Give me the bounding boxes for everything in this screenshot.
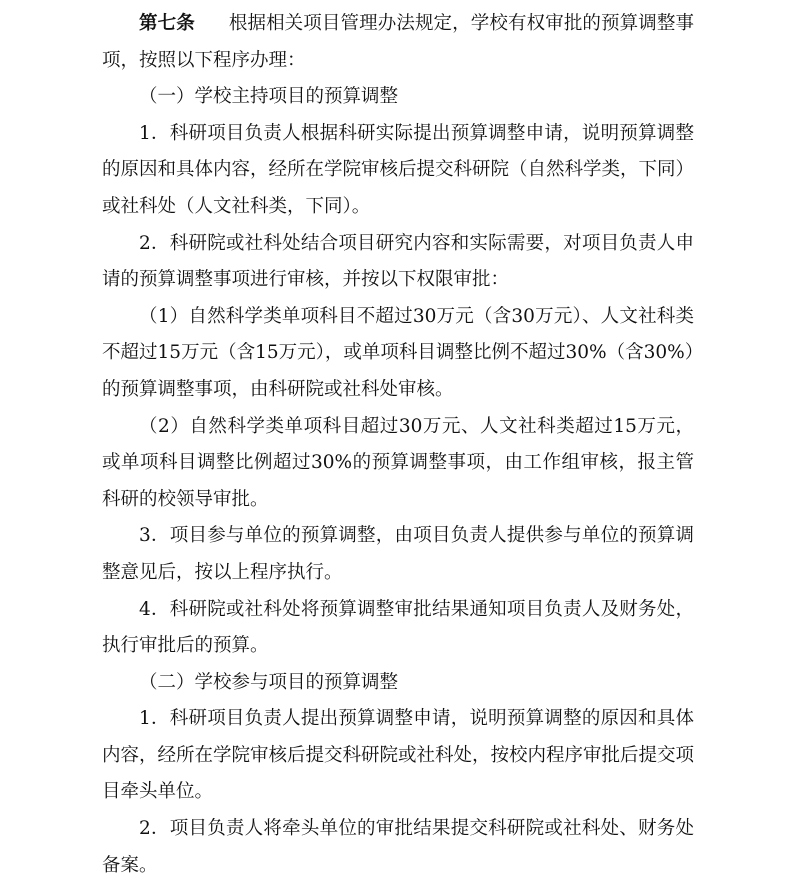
article-number: 第七条 bbox=[139, 13, 195, 34]
document-body bbox=[102, 6, 694, 884]
section-heading: （一）学校主持项目的预算调整 bbox=[139, 86, 399, 108]
body-paragraph: 3．项目参与单位的预算调整，由项目负责人提供参与单位的预算调整意见后，按以上程序执行。 bbox=[102, 525, 694, 583]
body-paragraph: 4．科研院或社科处将预算调整审批结果通知项目负责人及财务处，执行审批后的预算。 bbox=[102, 598, 694, 657]
body-paragraph: 1．科研项目负责人提出预算调整申请，说明预算调整的原因和具体内容，经所在学院审核后提交科研院或社科处，按校内程序审批后提交项目牵头单位。 bbox=[102, 708, 695, 803]
body-paragraph: 2．项目负责人将牵头单位的审批结果提交科研院或社科处、财务处备案。 bbox=[102, 818, 694, 876]
body-paragraph: 2．科研院或社科处结合项目研究内容和实际需要，对项目负责人申请的预算调整事项进行审核，并按以下权限审批： bbox=[102, 232, 694, 291]
article-paragraph bbox=[102, 6, 694, 79]
section-heading: （二）学校参与项目的预算调整 bbox=[139, 671, 399, 693]
body-paragraph: （2）自然科学类单项科目超过30万元、人文社科类超过15万元，或单项科目调整比例超过30%的预算调整事项，由工作组审核，报主管科研的校领导审批。 bbox=[102, 415, 694, 510]
body-paragraph: 1．科研项目负责人根据科研实际提出预算调整申请，说明预算调整的原因和具体内容，经所在学院审核后提交科研院（自然科学类，下同）或社科处（人文社科类，下同）。 bbox=[102, 122, 695, 217]
article-intro: 根据相关项目管理办法规定，学校有权审批的预算调整事项，按照以下程序办理： bbox=[102, 13, 694, 71]
body-paragraph: （1）自然科学类单项科目不超过30万元（含30万元）、人文社科类不超过15万元（含15万元），或单项科目调整比例不超过30%（含30%）的预算调整事项，由科研院或社科处审核。 bbox=[102, 305, 694, 400]
